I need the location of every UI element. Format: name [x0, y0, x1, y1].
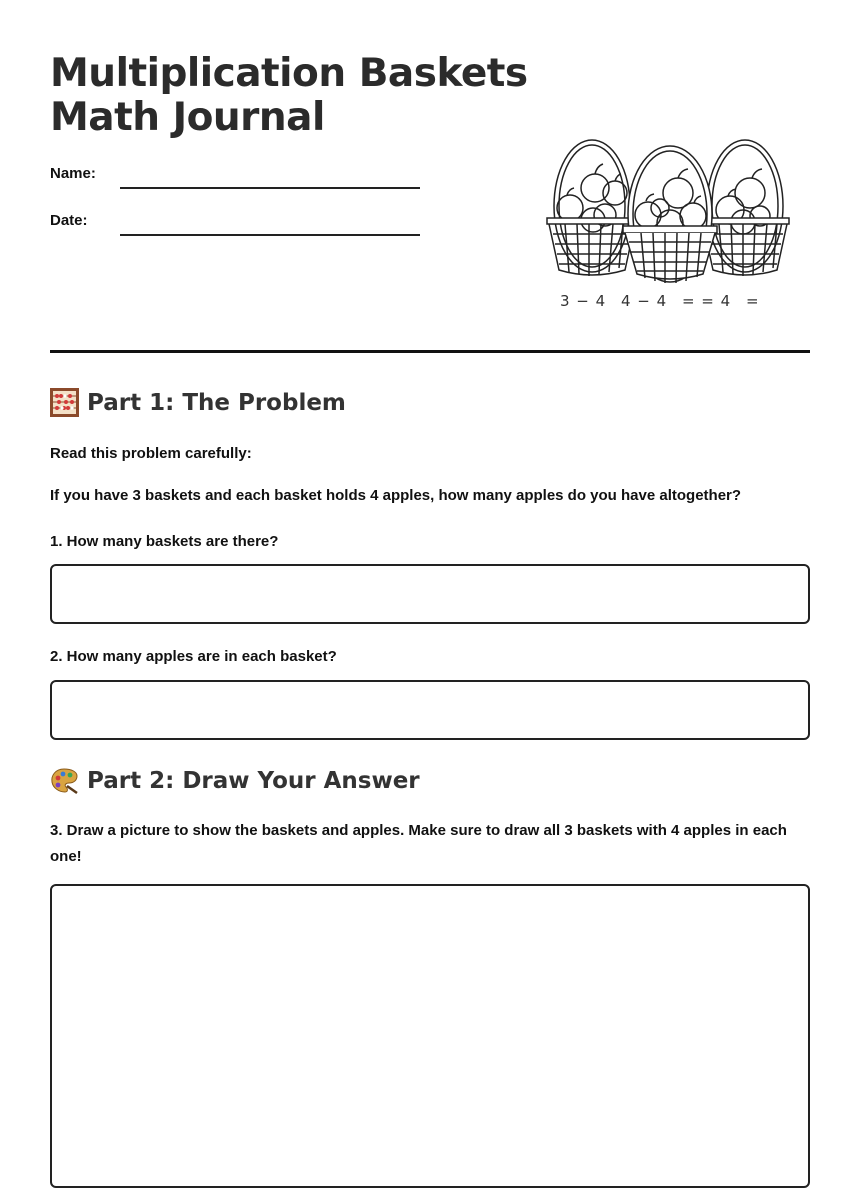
equation-token: 3 − 4 — [560, 292, 606, 310]
problem-statement: If you have 3 baskets and each basket holds 4 apples, how many apples do you have altogether? — [50, 487, 742, 504]
equation-text — [560, 292, 768, 310]
palette-icon — [50, 766, 79, 795]
header-divider — [50, 350, 810, 353]
apple-baskets-illustration — [545, 138, 795, 283]
part2-heading — [50, 766, 420, 795]
basket-icon — [623, 146, 717, 283]
title-line-1: Multiplication Baskets — [50, 51, 528, 96]
part1-heading — [50, 388, 346, 417]
abacus-icon — [50, 388, 79, 417]
page-title — [50, 52, 528, 140]
part2-heading-text: Part 2: Draw Your Answer — [87, 767, 420, 794]
question-3: 3. Draw a picture to show the baskets and apples. Make sure to draw all 3 baskets with 4 apples in each one! — [50, 822, 787, 865]
part1-intro: Read this problem carefully: — [50, 445, 252, 462]
date-label: Date: — [50, 212, 88, 229]
question-2: 2. How many apples are in each basket? — [50, 648, 337, 665]
question-1: 1. How many baskets are there? — [50, 533, 279, 550]
equation-token: 4 − 4 — [620, 292, 667, 310]
answer-box-2[interactable] — [50, 680, 810, 740]
basket-icon — [547, 140, 635, 276]
answer-box-1[interactable] — [50, 564, 810, 624]
title-line-2: Math Journal — [50, 95, 325, 140]
part1-heading-text: Part 1: The Problem — [87, 389, 346, 416]
date-field[interactable] — [120, 234, 420, 236]
name-label: Name: — [50, 165, 96, 182]
drawing-area[interactable] — [50, 884, 810, 1188]
equation-token: = = 4 — [681, 292, 731, 310]
basket-icon — [701, 140, 789, 276]
name-field[interactable] — [120, 187, 420, 189]
equation-token: = — [745, 292, 759, 310]
